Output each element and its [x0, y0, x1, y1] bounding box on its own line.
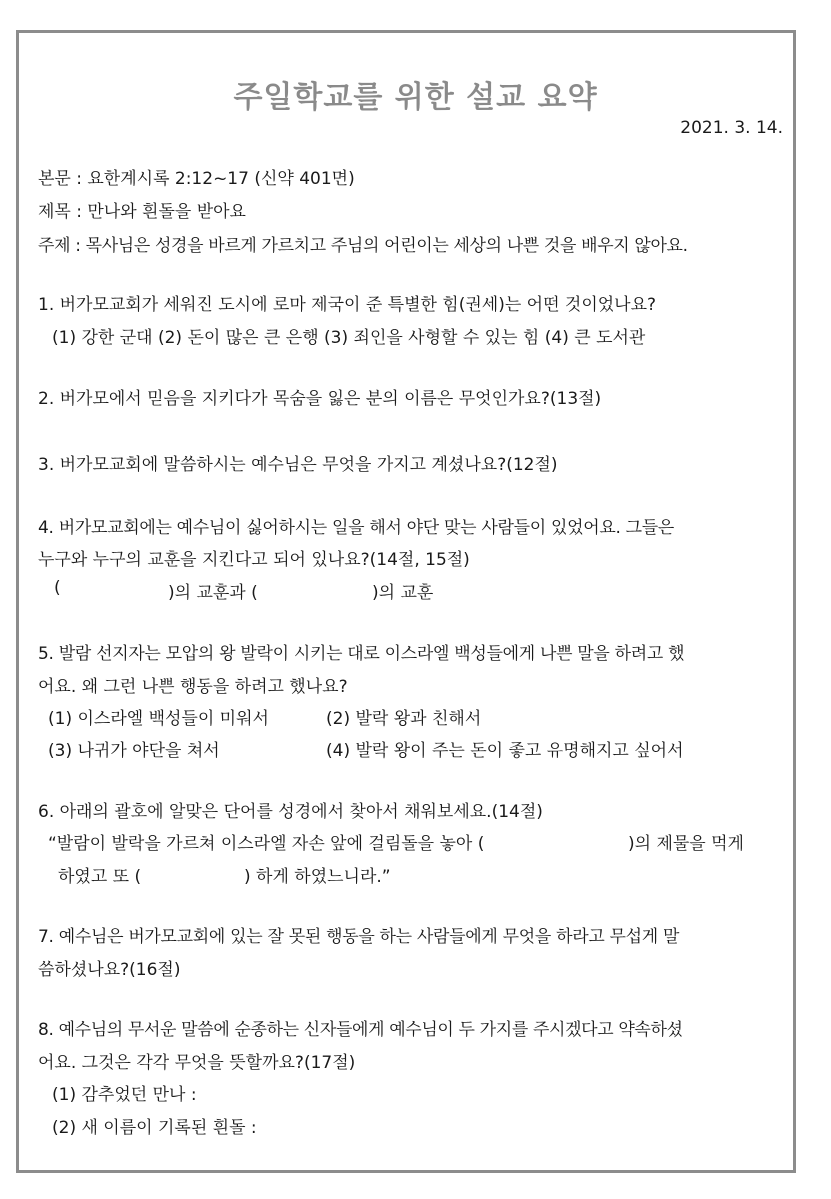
question-5-line-1: 5. 발람 선지자는 모압의 왕 발락이 시키는 대로 이스라엘 백성들에게 나쁜 말을 하려고 했	[38, 644, 685, 664]
question-6-quote-1-start: “발람이 발락을 가르쳐 이스라엘 자손 앞에 걸림돌을 놓아 (	[48, 834, 485, 854]
question-8-line-2: 어요. 그것은 각각 무엇을 뜻할까요?(17절)	[38, 1053, 356, 1073]
sermon-theme: 주제 : 목사님은 성경을 바르게 가르치고 주님의 어린이는 세상의 나쁜 것을 배우지 않아요.	[38, 236, 688, 256]
question-6-quote-1-end: )의 제물을 먹게	[628, 834, 744, 854]
question-8-item-2: (2) 새 이름이 기록된 흰돌 :	[52, 1118, 257, 1138]
question-7-line-1: 7. 예수님은 버가모교회에 있는 잘 못된 행동을 하는 사람들에게 무엇을 하라고 무섭게 말	[38, 927, 680, 947]
question-4-blank-open: (	[54, 578, 61, 598]
question-5-option-2: (2) 발락 왕과 친해서	[326, 709, 482, 729]
question-8-line-1: 8. 예수님의 무서운 말씀에 순종하는 신자들에게 예수님이 두 가지를 주시겠다고 약속하셨	[38, 1020, 683, 1040]
question-2: 2. 버가모에서 믿음을 지키다가 목숨을 잃은 분의 이름은 무엇인가요?(13절)	[38, 389, 602, 409]
question-4-line-2: 누구와 누구의 교훈을 지킨다고 되어 있나요?(14절, 15절)	[38, 550, 470, 570]
question-8-item-1: (1) 감추었던 만나 :	[52, 1085, 197, 1105]
question-6-quote-2-end: ) 하게 하였느니라.”	[244, 867, 391, 887]
question-4-blank-middle: )의 교훈과 (	[168, 583, 258, 603]
question-1-options: (1) 강한 군대 (2) 돈이 많은 큰 은행 (3) 죄인을 사형할 수 있는 힘 (4) 큰 도서관	[52, 328, 646, 348]
question-1: 1. 버가모교회가 세워진 도시에 로마 제국이 준 특별한 힘(권세)는 어떤 것이었나요?	[38, 295, 657, 315]
question-5-option-3: (3) 나귀가 야단을 쳐서	[48, 741, 220, 761]
date: 2021. 3. 14.	[680, 118, 783, 138]
sermon-subject: 제목 : 만나와 흰돌을 받아요	[38, 202, 246, 222]
question-4-blank-end: )의 교훈	[372, 583, 434, 603]
question-5-option-4: (4) 발락 왕이 주는 돈이 좋고 유명해지고 싶어서	[326, 741, 684, 761]
question-6-line-1: 6. 아래의 괄호에 알맞은 단어를 성경에서 찾아서 채워보세요.(14절)	[38, 802, 543, 822]
question-3: 3. 버가모교회에 말씀하시는 예수님은 무엇을 가지고 계셨나요?(12절)	[38, 455, 558, 475]
question-4-line-1: 4. 버가모교회에는 예수님이 싫어하시는 일을 해서 야단 맞는 사람들이 있었어요. 그들은	[38, 518, 675, 538]
page-title: 주일학교를 위한 설교 요약	[233, 80, 598, 115]
scripture-text: 본문 : 요한계시록 2:12~17 (신약 401면)	[38, 169, 355, 189]
question-7-line-2: 씀하셨나요?(16절)	[38, 960, 181, 980]
question-5-option-1: (1) 이스라엘 백성들이 미워서	[48, 709, 269, 729]
question-6-quote-2-start: 하였고 또 (	[58, 867, 142, 887]
question-5-line-2: 어요. 왜 그런 나쁜 행동을 하려고 했나요?	[38, 677, 348, 697]
